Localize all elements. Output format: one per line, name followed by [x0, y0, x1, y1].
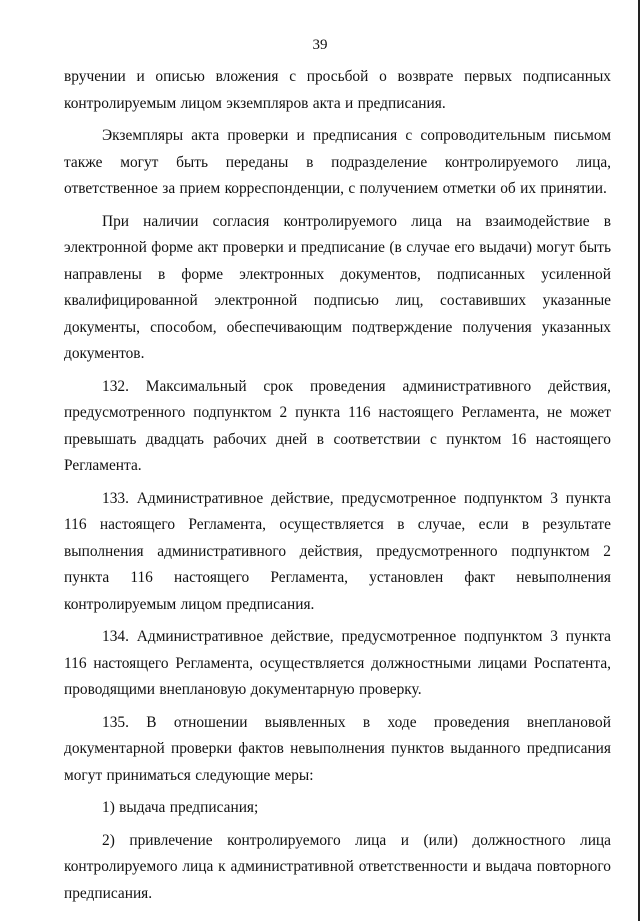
paragraph-135: 135. В отношении выявленных в ходе проведения внеплановой документарной проверки фактов невыполнения пунктов выданного предписания могут приниматься следующие меры: — [64, 713, 611, 784]
paragraph-electronic-form: При наличии согласия контролируемого лица на взаимодействие в электронной форме акт проверки и предписание (в случае его выдачи) могут быть направлены в форме электронных документов, подписанных усиленной квалифицированной электронной подписью лиц, составивших указанные документы, способом, обеспечивающим подтверждение получения указанных документов. — [64, 212, 611, 362]
list-item-1: 1) выдача предписания; — [102, 799, 259, 816]
list-item-2: 2) привлечение контролируемого лица и (или) должностного лица контролируемого лица к административной ответственности и выдача повторного предписания. — [64, 831, 611, 902]
page-number: 39 — [312, 37, 328, 53]
paragraph-133: 133. Административное действие, предусмотренное подпунктом 3 пункта 116 настоящего Регламента, осуществляется в случае, если в результате выполнения административного действия, предусмотренного подпунктом 2 пункта 116 настоящего Регламента, установлен факт невыполнения контролируемым лицом предписания. — [64, 489, 611, 613]
paragraph-132: 132. Максимальный срок проведения административного действия, предусмотренного подпунктом 2 пункта 116 настоящего Регламента, не может превышать двадцать рабочих дней в соответствии с пунктом 16 настоящего Регламента. — [64, 377, 611, 474]
paragraph-copies-transfer: Экземпляры акта проверки и предписания с сопроводительным письмом также могут быть переданы в подразделение контролируемого лица, ответственное за прием корреспонденции, с получением отметки об их принятии. — [64, 127, 611, 197]
document-body — [64, 64, 611, 913]
paragraph-134: 134. Административное действие, предусмотренное подпунктом 3 пункта 116 настоящего Регламента, осуществляется должностными лицами Роспатента, проводящими внеплановую документарную проверку. — [64, 628, 611, 698]
paragraph-continuation: вручении и описью вложения с просьбой о возврате первых подписанных контролируемым лицом экземпляров акта и предписания. — [64, 68, 611, 112]
